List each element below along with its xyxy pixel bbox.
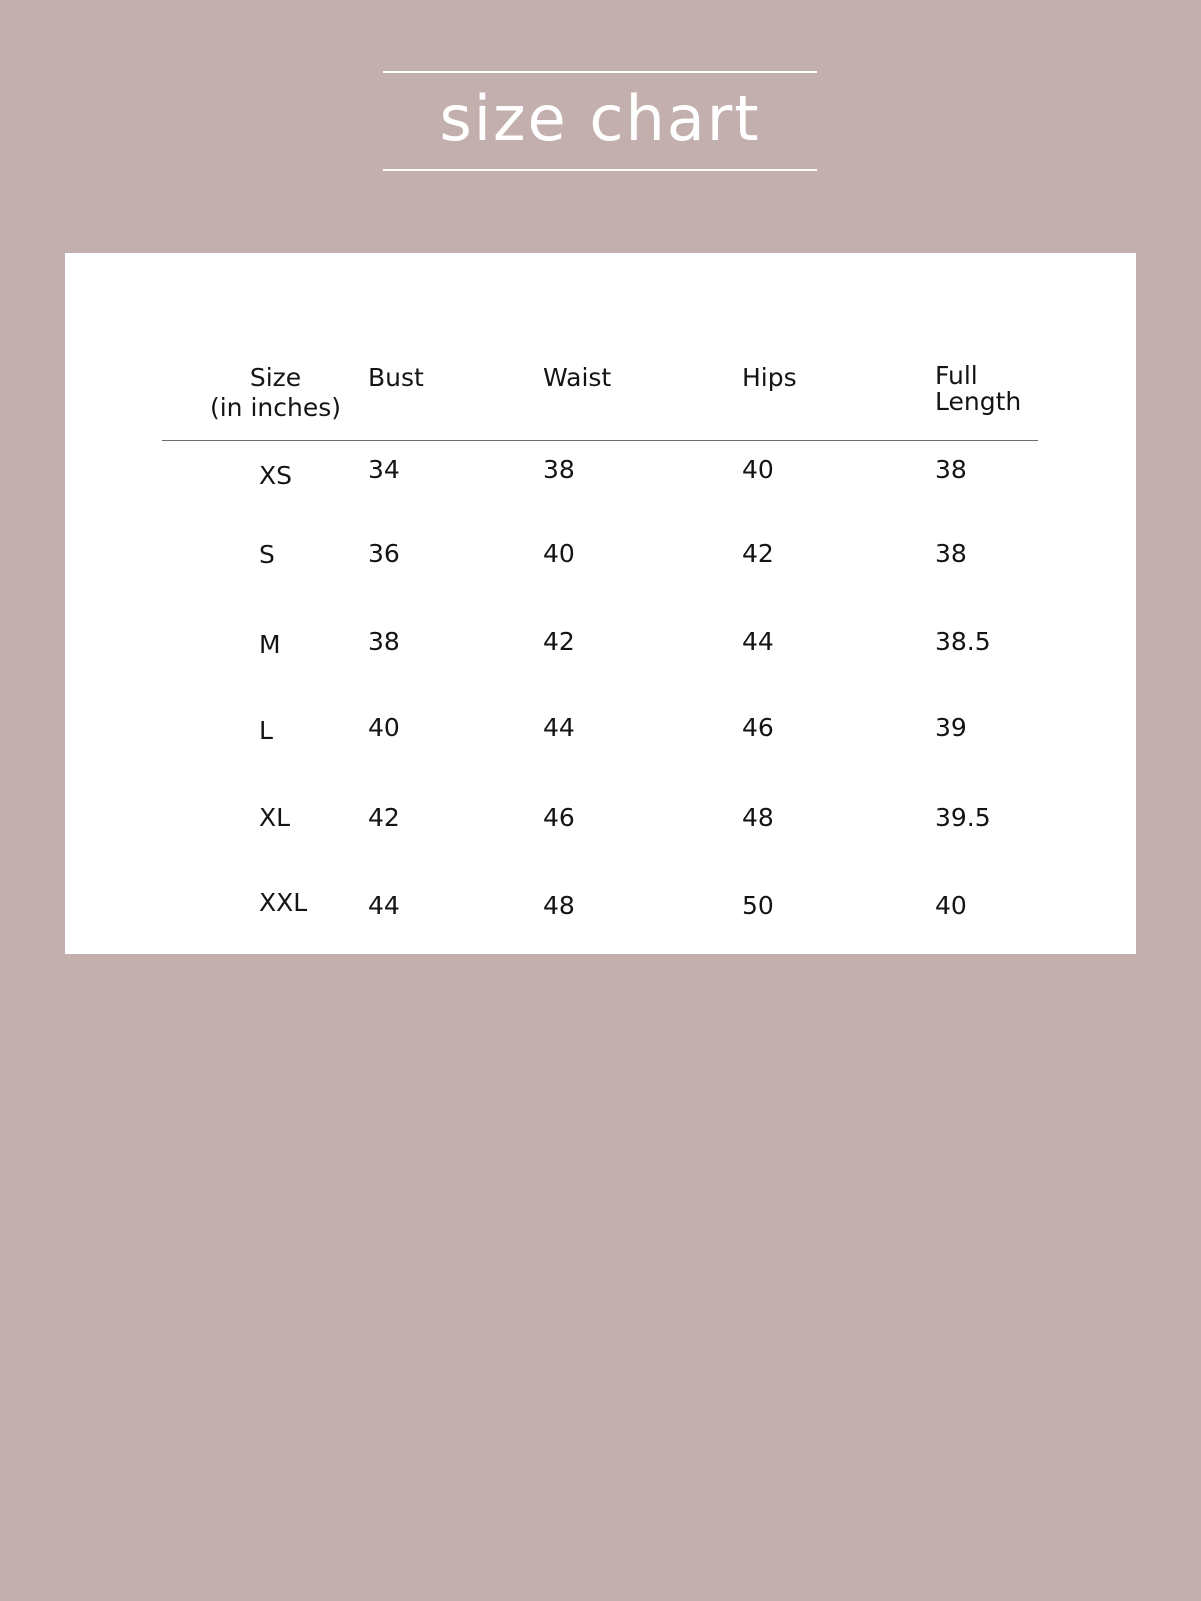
page-title: size chart bbox=[439, 82, 761, 155]
row-xl-hips: 48 bbox=[742, 803, 774, 832]
header-bust: Bust bbox=[368, 363, 424, 392]
row-xxl-bust: 44 bbox=[368, 891, 400, 920]
row-xs-hips: 40 bbox=[742, 455, 774, 484]
row-s-full-length: 38 bbox=[935, 539, 967, 568]
header-divider bbox=[162, 440, 1038, 441]
row-m-bust: 38 bbox=[368, 627, 400, 656]
row-xxl-waist: 48 bbox=[543, 891, 575, 920]
row-l-waist: 44 bbox=[543, 713, 575, 742]
row-xxl-full-length: 40 bbox=[935, 891, 967, 920]
row-l-bust: 40 bbox=[368, 713, 400, 742]
row-xs-waist: 38 bbox=[543, 455, 575, 484]
header-full-length-line1: Full bbox=[935, 361, 978, 390]
row-xs-full-length: 38 bbox=[935, 455, 967, 484]
row-xxl-size: XXL bbox=[259, 888, 308, 917]
size-chart-card bbox=[65, 253, 1136, 954]
row-l-full-length: 39 bbox=[935, 713, 967, 742]
header-waist: Waist bbox=[543, 363, 612, 392]
header-size-unit: (in inches) bbox=[209, 393, 342, 422]
header-full-length-line2: Length bbox=[935, 387, 1022, 416]
row-s-size: S bbox=[259, 540, 275, 569]
row-xl-size: XL bbox=[259, 803, 291, 832]
header-size bbox=[208, 363, 343, 423]
row-m-waist: 42 bbox=[543, 627, 575, 656]
row-s-waist: 40 bbox=[543, 539, 575, 568]
row-l-size: L bbox=[259, 716, 273, 745]
row-xl-waist: 46 bbox=[543, 803, 575, 832]
row-s-hips: 42 bbox=[742, 539, 774, 568]
header-full-length bbox=[935, 363, 1021, 415]
header-size-label: Size bbox=[249, 363, 302, 392]
row-m-hips: 44 bbox=[742, 627, 774, 656]
title-banner bbox=[383, 71, 817, 171]
row-l-hips: 46 bbox=[742, 713, 774, 742]
header-hips: Hips bbox=[742, 363, 797, 392]
row-xs-bust: 34 bbox=[368, 455, 400, 484]
row-xxl-hips: 50 bbox=[742, 891, 774, 920]
row-m-full-length: 38.5 bbox=[935, 627, 991, 656]
row-s-bust: 36 bbox=[368, 539, 400, 568]
row-xs-size: XS bbox=[259, 461, 292, 490]
row-m-size: M bbox=[259, 630, 281, 659]
row-xl-bust: 42 bbox=[368, 803, 400, 832]
row-xl-full-length: 39.5 bbox=[935, 803, 991, 832]
